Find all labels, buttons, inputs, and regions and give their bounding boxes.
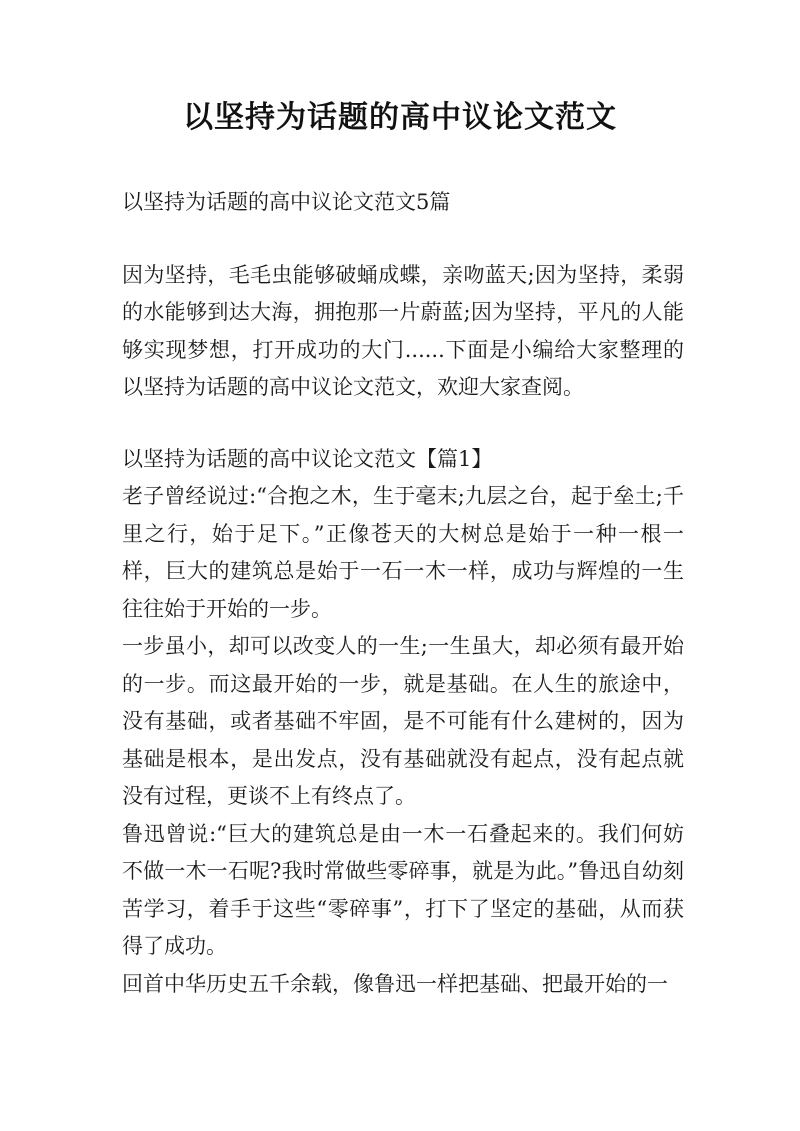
document-body: [122, 184, 684, 1003]
document-subtitle: 以坚持为话题的高中议论文范文5篇: [122, 190, 451, 214]
body-paragraph: 鲁迅曾说:“巨大的建筑总是由一木一石叠起来的。我们何妨不做一木一石呢?我时常做些零碎事，就是为此。”鲁迅自幼刻苦学习，着手于这些“零碎事”，打下了坚定的基础，从而获得了成功。: [122, 821, 684, 958]
intro-paragraph: 因为坚持，毛毛虫能够破蛹成蝶，亲吻蓝天;因为坚持，柔弱的水能够到达大海，拥抱那一片蔚蓝;因为坚持，平凡的人能够实现梦想，打开成功的大门......下面是小编给大家整理的以坚持为话题的高中议论文范文，欢迎大家查阅。: [122, 262, 684, 399]
body-paragraph: 老子曾经说过:“合抱之木，生于毫末;九层之台，起于垒土;千里之行，始于足下。”正像苍天的大树总是始于一种一根一样，巨大的建筑总是始于一石一木一样，成功与辉煌的一生往往始于开始的一步。: [122, 484, 684, 621]
section-heading: 以坚持为话题的高中议论文范文【篇1】: [122, 446, 493, 471]
body-paragraph: 回首中华历史五千余载，像鲁迅一样把基础、把最开始的一: [122, 971, 668, 996]
body-paragraph: 一步虽小，却可以改变人的一生;一生虽大，却必须有最开始的一步。而这最开始的一步，就是基础。在人生的旅途中，没有基础，或者基础不牢固，是不可能有什么建树的，因为基础是根本，是出发点，没有基础就没有起点，没有起点就没有过程，更谈不上有终点了。: [122, 634, 684, 808]
document-title: 以坚持为话题的高中议论文范文: [183, 100, 617, 135]
